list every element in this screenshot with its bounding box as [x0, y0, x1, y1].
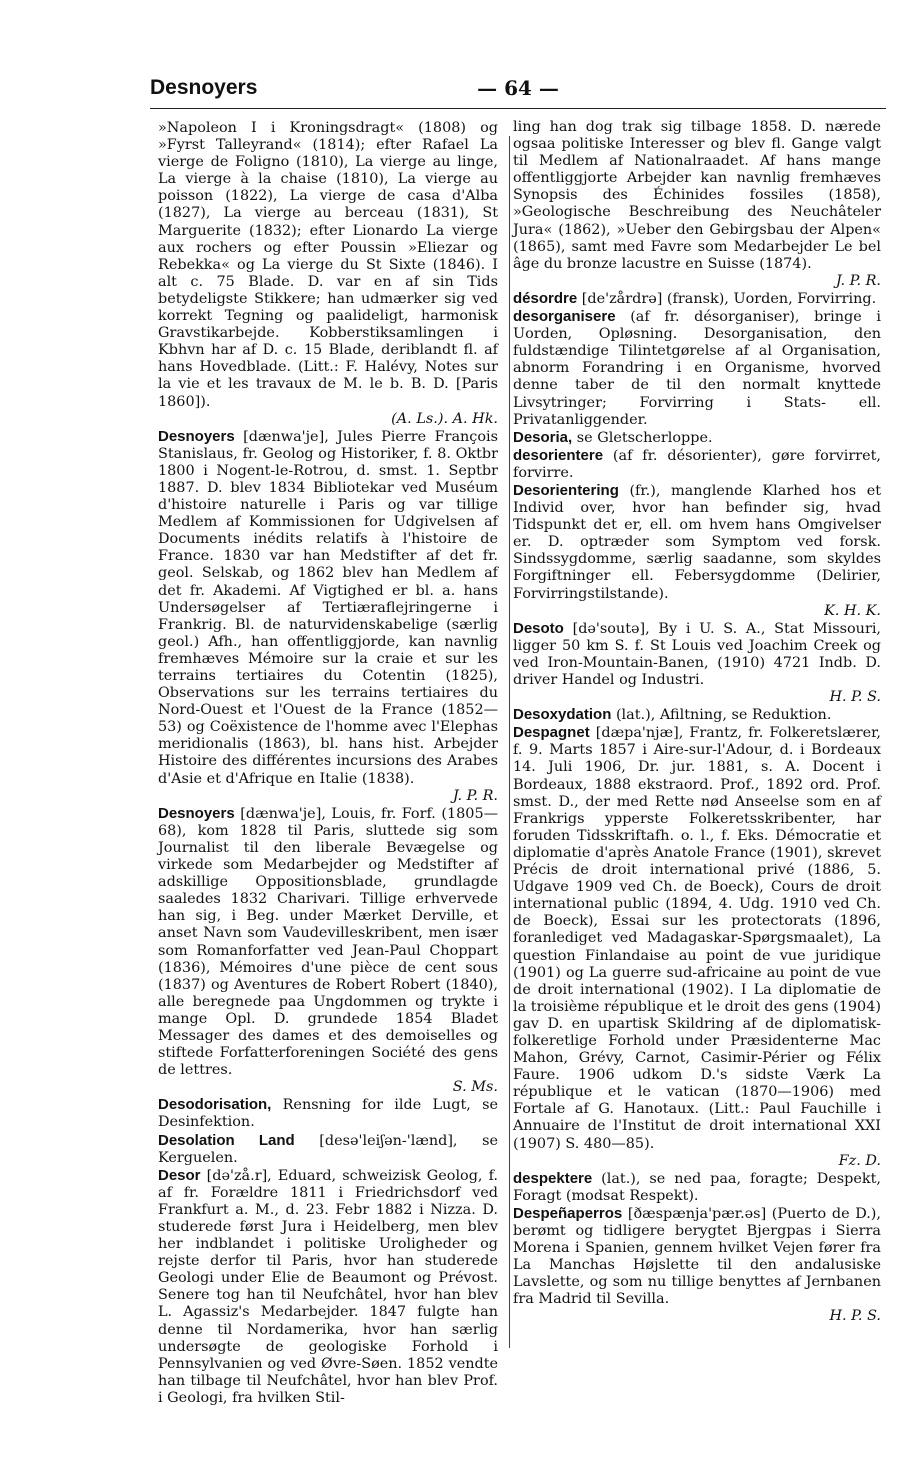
entry — [158, 428, 498, 805]
entry-headword: desorientere — [513, 446, 604, 464]
entry-text: ling han dog trak sig tilbage 1858. D. nærede ogsaa politiske Interesser og blev fl. Gange valgt til Medlem af Nationalraadet. Af hans mange offentliggjorte Arbejder kan navnlig fremhæves Synopsis des Échinides fossiles (1858), »Geologische Beschreibung des Neuchâteler Jura« (1862), »Ueber den Gebirgsbau der Alpen« (1865), samt med Favre som Medarbejder Le bel âge du bronze lacustre en Suisse (1874). — [513, 119, 881, 272]
page-header — [150, 76, 886, 106]
entry-headword: Desnoyers — [158, 804, 235, 822]
entry — [513, 724, 881, 1169]
entry-text: »Napoleon I i Kroningsdragt« (1808) og »Fyrst Talleyrand« (1814); efter Rafael La vierge de Foligno (1810), La vierge au linge, La vierge à la chaise (1810), La vierge au poisson (1822), La vierge de casa d'Alba (1827), La vierge au berceau (1831), St Marguerite (1832); efter Lionardo La vierge aux rochers og efter Poussin »Eliezar og Rebekka« og La vierge du St Sixte (1846). I alt c. 75 Blade. D. var en af sin Tids betydeligste Stikkere; han udmærker sig ved korrekt Tegning og paalideligt, harmonisk Gravstikarbejde. Kobberstiksamlingen i Kbhvn har af D. c. 15 Blade, deriblandt fl. af hans Hovedblade. (Litt.: F. Halévy, Notes sur la vie et les travaux de M. le b. B. D. [Paris 1860]). — [158, 120, 498, 410]
entry-headword: Desnoyers — [158, 427, 235, 445]
entry-text: (fr.), manglende Klarhed hos et Individ over, hvor han befinder sig, hvad Tidspunkt det er, ell. om hvem hans Omgivelser er. D. optræder som Symptom ved forsk. Sindssygdomme, særlig saadanne, som skyldes Forgiftninger ell. Febersygdomme (Delirier, Forvirringstilstande). — [513, 482, 881, 602]
entry — [513, 706, 881, 724]
column-divider — [509, 136, 510, 1348]
entry-text: (af fr. désorienter), gøre forvirret, forvirre. — [513, 447, 882, 481]
entry-text: [ðæspænja'pær.əs] (Puerto de D.), berømt og tidligere berygtet Bjergpas i Sierra Morena i Spanien, gennem hvilket Vejen fører fra La Manchas Højslette til den andalusiske Lavslette, og som nu tillige benyttes af Jernbanen fra Madrid til Sevilla. — [513, 1205, 882, 1308]
entry — [158, 805, 498, 1097]
entry-text: [desə'leiʃən-'lænd], se Kerguelen. — [158, 1132, 498, 1166]
entry-signature: J. P. R. — [835, 272, 881, 289]
entry — [513, 290, 881, 308]
entry-text: [dænwa'je], Jules Pierre François Stanislaus, fr. Geolog og Historiker, f. 8. Oktbr 1800 i Nogent-le-Rotrou, d. smst. 1. Septbr 1887. D. blev 1834 Bibliotekar ved Muséum d'histoire naturelle i Paris og var tillige Medlem af Kommissionen for Udgivelsen af Documents inédits relatifs à l'histoire de France. 1830 var han Medstifter af det fr. geol. Selskab, og 1862 blev han Medlem af det fr. Akademi. Af Vigtighed er bl. a. hans Undersøgelser af Tertiæraflejringerne i Frankrig. Bl. de naturvidenskabelige (særlig geol.) Afh., han offentliggjorde, kan navnlig fremhæves Mémoire sur la craie et sur les terrains tertiaires du Cotentin (1825), Observations sur les terrains tertiaires du Nord-Ouest et l'Ouest de la France (1852—53) og Coëxistence de l'homme avec l'Elephas meridionalis (1863), bl. hans hist. Arbejder Histoire des différentes incursions des Arabes d'Asie et d'Afrique en Italie (1838). — [158, 428, 499, 787]
entry-text: (af fr. désorganiser), bringe i Uorden, Opløsning. Desorganisation, den fuldstændige Tilintetgørelse af al Organisation, abnorm Forandring i en Organisme, hvorved denne taber de til den normalt knyttede Livsytringer; Forvirring i Stats- ell. Privatanliggender. — [513, 309, 881, 428]
entry — [513, 447, 881, 482]
entry-headword: Desodorisation, — [158, 1096, 272, 1114]
entry — [513, 1205, 881, 1326]
entry — [513, 308, 881, 429]
entry — [513, 119, 881, 290]
entry-text: [də'soutə], By i U. S. A., Stat Missouri, ligger 50 km S. f. St Louis ved Joachim Creek og ved Iron-Mountain-Banen, (1910) 4721 Indb. D. driver Handel og Industri. — [513, 620, 882, 688]
entry-signature: (A. Ls.). A. Hk. — [391, 410, 498, 427]
entry — [513, 620, 881, 706]
entry-headword: Desoxydation — [513, 706, 612, 724]
entry-headword: Desoto — [513, 619, 564, 637]
entry-signature: S. Ms. — [452, 1079, 498, 1096]
entry — [158, 119, 498, 428]
entry-signature: K. H. K. — [824, 602, 881, 619]
entry-headword: Desolation Land — [158, 1131, 295, 1149]
entry — [513, 482, 881, 620]
entry-headword: despektere — [513, 1169, 593, 1187]
entry-text: Rensning for ilde Lugt, se Desinfektion. — [158, 1097, 498, 1131]
entry-headword: désordre — [513, 289, 578, 307]
entry-signature: J. P. R. — [452, 787, 498, 804]
entry-headword: Despagnet — [513, 724, 590, 742]
header-rule — [150, 108, 886, 109]
entry-headword: Desorientering — [513, 481, 619, 499]
entry-text: [dænwa'je], Louis, fr. Forf. (1805—68), kom 1828 til Paris, sluttede sig som Journalist til den liberale Bevægelse og virkede som Medarbejder og Medstifter af adskillige Oppositionsblade, grundlagde saaledes 1832 Charivari. Tillige erhvervede han sig, i Beg. under Mærket Derville, et anset Navn som Vaudevilleskribent, men især som Romanforfatter ved Jean-Paul Choppart (1836), Mémoires d'une pièce de cent sous (1837) og Aventures de Robert Robert (1840), alle beregnede paa Ungdommen og trykte i mange Opl. D. grundede 1854 Bladet Messager des dames et des demoiselles og stiftede Forfatterforeningen Société des gens de lettres. — [158, 805, 498, 1079]
entry — [513, 1170, 881, 1205]
entry-signature: H. P. S. — [829, 689, 881, 706]
entry — [158, 1096, 498, 1131]
left-column — [158, 119, 498, 1407]
entry-headword: Desoria, — [513, 428, 573, 446]
entry-headword: Desor — [158, 1166, 201, 1184]
entry-text: [də'zå.r], Eduard, schweizisk Geolog, f. af fr. Forældre 1811 i Friedrichsdorf ved Frankfurt a. M., d. 23. Febr 1882 i Nizza. D. studerede først Jura i Heidelberg, men blev her indblandet i politiske Uroligheder og rejste derfor til Paris, hvor han studerede Geologi under Elie de Beaumont og Prévost. Senere tog han til Neufchâtel, hvor han blev L. Agassiz's Medarbejder. 1847 fulgte han denne til Nordamerika, hvor han særlig undersøgte de geologiske Forhold i Pennsylvanien og ved Øvre-Søen. 1852 vendte han tilbage til Neufchâtel, hvor han blev Prof. i Geologi, fra hvilken Stil- — [158, 1167, 499, 1406]
entry-signature: H. P. S. — [829, 1308, 881, 1325]
entry — [513, 429, 881, 447]
entry-text: (lat.), se ned paa, foragte; Despekt, Foragt (modsat Respekt). — [513, 1170, 881, 1204]
entry-text: se Gletscherloppe. — [576, 429, 713, 446]
entry — [158, 1132, 498, 1167]
running-head: Desnoyers — [150, 76, 258, 99]
right-column — [513, 119, 881, 1326]
entry — [158, 1167, 498, 1407]
entry-text: [dæpa'njæ], Frantz, fr. Folkeretslærer, f. 9. Marts 1857 i Aire-sur-l'Adour, d. i Bordeaux 14. Juli 1906, Dr. jur. 1881, s. A. Docent i Bordeaux, 1888 ekstraord. Prof., 1892 ord. Prof. smst. D., der med Rette nød Anseelse som en af Frankrigs ypperste Folkeretsskribenter, har foruden Tidsskriftafh. o. l., f. Eks. Démocratie et diplomatie d'après Anatole France (1901), skrevet Précis de droit international privé (1886, 5. Udgave 1909 ved Ch. de Boeck), Cours de droit international public (1894, 4. Udg. 1910 ved Ch. de Boeck), Essai sur les protectorats (1896, foranlediget ved Madagaskar-Spørgsmaalet), La question Finlandaise au point de vue juridique (1901) og La guerre sud-africaine au point de vue de droit international (1902). I La diplomatie de la troisième république et le droit des gens (1904) gav D. en upartisk Skildring af de diplomatisk-folkeretlige Forhold under Præsidenterne Mac Mahon, Grévy, Carnot, Casimir-Périer og Félix Faure. 1906 udkom D.'s sidste Værk La république et le vatican (1870—1906) med Fortale af G. Hanotaux. (Litt.: Paul Fauchille i Annuaire de l'Institut de droit international XXI (1907) S. 480—85). — [513, 725, 882, 1152]
entry-headword: desorganisere — [513, 308, 616, 326]
entry-headword: Despeñaperros — [513, 1204, 623, 1222]
entry-text: [de'zårdrə] (fransk), Uorden, Forvirring. — [581, 290, 877, 307]
page-number: — 64 — — [477, 76, 559, 100]
entry-signature: Fz. D. — [838, 1152, 881, 1169]
entry-text: (lat.), Afiltning, se Reduktion. — [615, 707, 832, 724]
